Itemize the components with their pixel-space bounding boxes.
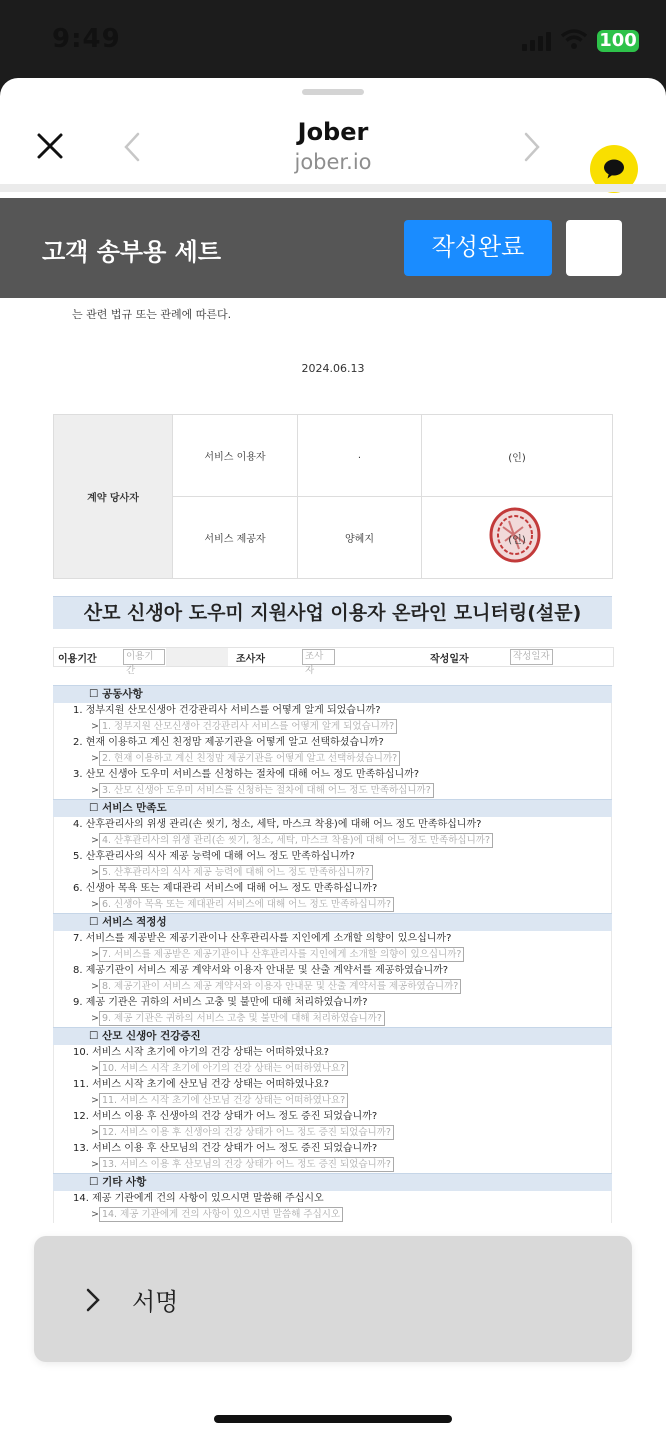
answer-arrow-icon: > xyxy=(91,753,99,764)
answer-arrow-icon: > xyxy=(91,1095,99,1106)
survey-answer-input[interactable]: 6. 신생아 목욕 또는 제대관리 서비스에 대해 어느 정도 만족하십니까? xyxy=(99,897,394,912)
status-time: 9:49 xyxy=(52,24,121,54)
survey-question: 12. 서비스 이용 후 신생아의 건강 상태가 어느 정도 증진 되었습니까? xyxy=(53,1109,612,1125)
survey-answer-input[interactable]: 4. 산후관리사의 위생 관리(손 씻기, 청소, 세탁, 마스크 착용)에 대해 어느 정도 만족하십니까? xyxy=(99,833,493,848)
survey-answer-row xyxy=(53,979,612,995)
surveyor-input[interactable]: 조사자 xyxy=(302,649,335,665)
survey-question: 10. 서비스 시작 초기에 아기의 건강 상태는 어떠하였나요? xyxy=(53,1045,612,1061)
toolbar-extra-button[interactable] xyxy=(566,220,622,276)
document-view[interactable] xyxy=(0,298,666,1380)
service-user-label: 서비스 이용자 xyxy=(173,415,298,497)
forward-chevron-icon[interactable] xyxy=(520,130,544,164)
service-provider-name: 양혜지 xyxy=(298,497,422,579)
survey-question: 8. 제공기관이 서비스 제공 계약서와 이용자 안내문 및 산출 계약서를 제공하였습니까? xyxy=(53,963,612,979)
service-provider-label: 서비스 제공자 xyxy=(173,497,298,579)
document-toolbar xyxy=(0,198,666,298)
service-provider-seal: (인) xyxy=(508,535,526,546)
answer-arrow-icon: > xyxy=(91,981,99,992)
survey-answer-row xyxy=(53,865,612,881)
survey-question: 7. 서비스를 제공받은 제공기관이나 산후관리사를 지인에게 소개할 의향이 있으십니까? xyxy=(53,931,612,947)
survey-question: 1. 정부지원 산모신생아 건강관리사 서비스를 어떻게 알게 되었습니까? xyxy=(53,703,612,719)
survey-answer-input[interactable]: 12. 서비스 이용 후 신생아의 건강 상태가 어느 정도 증진 되었습니까? xyxy=(99,1125,394,1140)
toolbar-title: 고객 송부용 세트 xyxy=(42,238,221,266)
survey-answer-row xyxy=(53,1207,612,1223)
survey-question: 5. 산후관리사의 식사 제공 능력에 대해 어느 정도 만족하십니까? xyxy=(53,849,612,865)
survey-answer-row xyxy=(53,719,612,735)
service-user-name[interactable]: . xyxy=(298,415,422,497)
survey-section-header: ☐ 산모 신생아 건강증진 xyxy=(53,1027,612,1045)
survey-answer-row xyxy=(53,1061,612,1077)
service-user-seal-cell[interactable] xyxy=(422,415,613,497)
contract-parties-table xyxy=(53,414,613,579)
survey-section-header: ☐ 공동사항 xyxy=(53,685,612,703)
answer-arrow-icon: > xyxy=(91,949,99,960)
page-domain: jober.io xyxy=(294,150,372,174)
survey-title: 산모 신생아 도우미 지원사업 이용자 온라인 모니터링(설문) xyxy=(53,596,612,629)
service-provider-seal-cell xyxy=(422,497,613,579)
survey-answer-row xyxy=(53,783,612,799)
signature-panel[interactable] xyxy=(34,1236,632,1362)
survey-section-header: ☐ 기타 사항 xyxy=(53,1173,612,1191)
answer-arrow-icon: > xyxy=(91,835,99,846)
period-label: 이용기간 xyxy=(58,654,97,665)
survey-answer-input[interactable]: 9. 제공 기관은 귀하의 서비스 고충 및 불만에 대해 처리하였습니까? xyxy=(99,1011,385,1026)
navigation-bar xyxy=(0,100,666,186)
survey-answer-input[interactable]: 5. 산후관리사의 식사 제공 능력에 대해 어느 정도 만족하십니까? xyxy=(99,865,373,880)
nav-divider xyxy=(0,184,666,192)
survey-question: 13. 서비스 이용 후 산모님의 건강 상태가 어느 정도 증진 되었습니까? xyxy=(53,1141,612,1157)
home-indicator xyxy=(214,1415,452,1423)
bottom-sheet xyxy=(0,78,666,1440)
survey-answer-input[interactable]: 1. 정부지원 산모신생아 건강관리사 서비스를 어떻게 알게 되었습니까? xyxy=(99,719,397,734)
survey-answer-input[interactable]: 11. 서비스 시작 초기에 산모님 건강 상태는 어떠하였나요? xyxy=(99,1093,348,1108)
survey-section-header: ☐ 서비스 적정성 xyxy=(53,913,612,931)
complete-button[interactable]: 작성완료 xyxy=(404,220,552,276)
meta-spacer xyxy=(166,648,228,666)
written-date-input[interactable]: 작성일자 xyxy=(510,649,553,665)
survey-answer-row xyxy=(53,751,612,767)
survey-questions xyxy=(53,685,612,1223)
answer-arrow-icon: > xyxy=(91,1127,99,1138)
survey-question: 2. 현재 이용하고 계신 친정맘 제공기관을 어떻게 알고 선택하셨습니까? xyxy=(53,735,612,751)
survey-question: 6. 신생아 목욕 또는 제대관리 서비스에 대해 어느 정도 만족하십니까? xyxy=(53,881,612,897)
survey-answer-input[interactable]: 7. 서비스를 제공받은 제공기관이나 산후관리사를 지인에게 소개할 의향이 있으십니까? xyxy=(99,947,464,962)
survey-answer-input[interactable]: 2. 현재 이용하고 계신 친정맘 제공기관을 어떻게 알고 선택하셨습니까? xyxy=(99,751,400,766)
survey-question: 4. 산후관리사의 위생 관리(손 씻기, 청소, 세탁, 마스크 착용)에 대해 어느 정도 만족하십니까? xyxy=(53,817,612,833)
survey-answer-row xyxy=(53,1093,612,1109)
survey-answer-row xyxy=(53,897,612,913)
contract-date: 2024.06.13 xyxy=(301,362,365,375)
answer-arrow-icon: > xyxy=(91,867,99,878)
law-note: 는 관련 법규 또는 관례에 따른다. xyxy=(72,308,232,321)
answer-arrow-icon: > xyxy=(91,721,99,732)
answer-arrow-icon: > xyxy=(91,1063,99,1074)
battery-indicator: 100 xyxy=(597,30,639,52)
answer-arrow-icon: > xyxy=(91,1209,99,1220)
survey-answer-row xyxy=(53,1125,612,1141)
surveyor-label: 조사자 xyxy=(236,654,265,665)
wifi-icon xyxy=(560,28,588,50)
survey-answer-row xyxy=(53,1157,612,1173)
survey-question: 14. 제공 기관에게 건의 사항이 있으시면 말씀해 주십시오 xyxy=(53,1191,612,1207)
survey-answer-row xyxy=(53,947,612,963)
close-icon[interactable] xyxy=(34,130,66,162)
answer-arrow-icon: > xyxy=(91,1159,99,1170)
survey-answer-row xyxy=(53,833,612,849)
answer-arrow-icon: > xyxy=(91,899,99,910)
cellular-signal-icon xyxy=(522,31,552,51)
answer-arrow-icon: > xyxy=(91,785,99,796)
survey-answer-input[interactable]: 8. 제공기관이 서비스 제공 계약서와 이용자 안내문 및 산출 계약서를 제공하였습니까? xyxy=(99,979,461,994)
status-bar xyxy=(0,0,666,80)
written-date-label: 작성일자 xyxy=(430,654,469,665)
period-input[interactable]: 이용기간 xyxy=(123,649,165,665)
chat-bubble-icon xyxy=(602,157,626,181)
chevron-right-icon xyxy=(84,1288,102,1312)
survey-answer-input[interactable]: 14. 제공 기관에게 건의 사항이 있으시면 말씀해 주십시오 xyxy=(99,1207,343,1222)
survey-answer-input[interactable]: 13. 서비스 이용 후 산모님의 건강 상태가 어느 정도 증진 되었습니까? xyxy=(99,1157,394,1172)
survey-answer-input[interactable]: 3. 산모 신생아 도우미 서비스를 신청하는 절차에 대해 어느 정도 만족하십니까? xyxy=(99,783,434,798)
answer-arrow-icon: > xyxy=(91,1013,99,1024)
survey-answer-row xyxy=(53,1011,612,1027)
page-title: Jober xyxy=(297,118,369,146)
back-chevron-icon[interactable] xyxy=(120,130,144,164)
parties-header: 계약 당사자 xyxy=(54,415,173,579)
survey-question: 11. 서비스 시작 초기에 산모님 건강 상태는 어떠하였나요? xyxy=(53,1077,612,1093)
survey-question: 3. 산모 신생아 도우미 서비스를 신청하는 절차에 대해 어느 정도 만족하십니까? xyxy=(53,767,612,783)
survey-meta-row xyxy=(53,647,614,676)
survey-question: 9. 제공 기관은 귀하의 서비스 고충 및 불만에 대해 처리하였습니까? xyxy=(53,995,612,1011)
survey-section-header: ☐ 서비스 만족도 xyxy=(53,799,612,817)
service-user-seal: (인) xyxy=(508,453,526,464)
sheet-grabber[interactable] xyxy=(302,89,364,95)
survey-answer-input[interactable]: 10. 서비스 시작 초기에 아기의 건강 상태는 어떠하였나요? xyxy=(99,1061,348,1076)
signature-label: 서명 xyxy=(132,1288,179,1316)
